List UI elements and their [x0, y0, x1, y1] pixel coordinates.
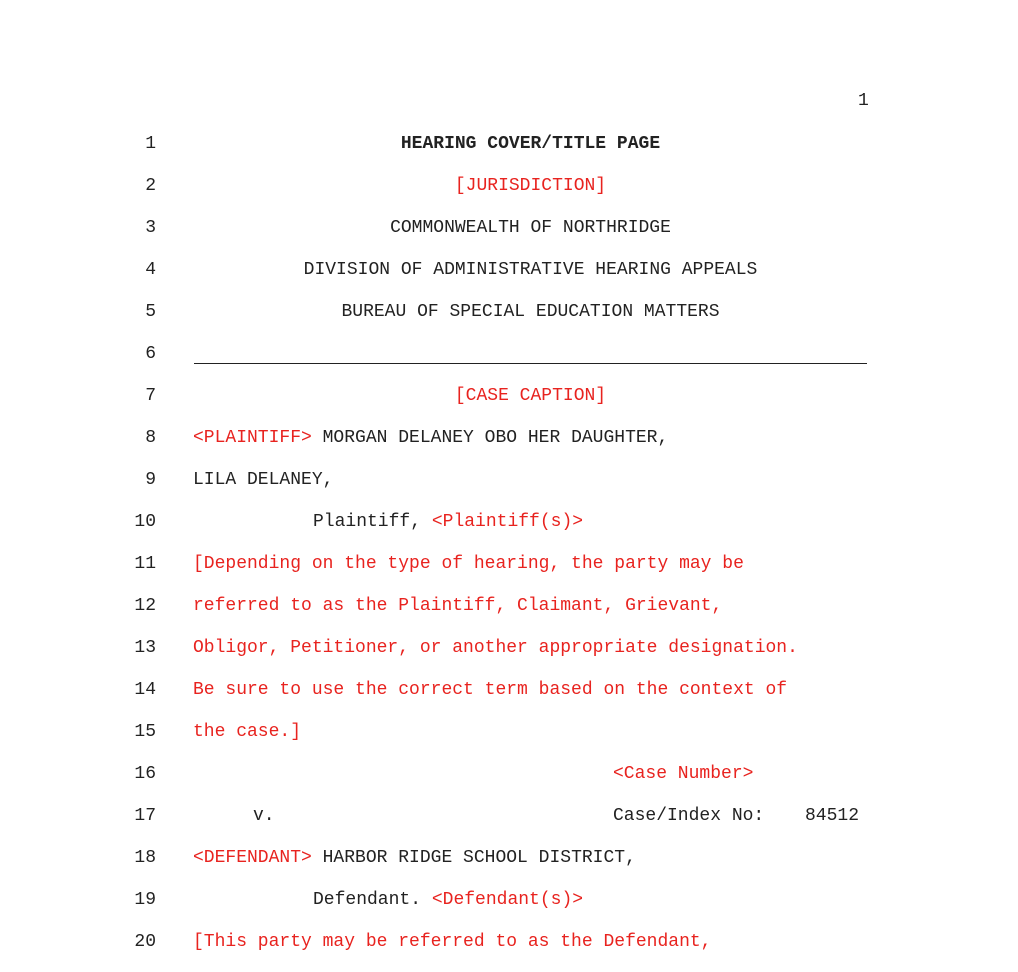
plaintiff-line — [193, 426, 868, 450]
line-number: 11 — [134, 554, 156, 574]
defendant-label-line — [313, 888, 583, 912]
case-caption-placeholder: [CASE CAPTION] — [454, 386, 607, 406]
case-index-label: Case/Index No: — [613, 806, 765, 826]
defendant-line — [193, 846, 868, 870]
plaintiff-tag: <PLAINTIFF> — [193, 428, 312, 448]
plaintiff-name: MORGAN DELANEY OBO HER DAUGHTER, — [311, 428, 669, 448]
line-number: 16 — [134, 764, 156, 784]
plaintiff-label: Plaintiff, — [313, 512, 422, 532]
document-title: HEARING COVER/TITLE PAGE — [400, 134, 661, 154]
line-number: 18 — [134, 848, 156, 868]
line-number: 14 — [134, 680, 156, 700]
versus-label: v. — [253, 806, 275, 826]
plaintiff-name-continued: LILA DELANEY, — [193, 470, 334, 490]
case-number-tag: <Case Number> — [613, 764, 754, 784]
case-index-value: 84512 — [805, 806, 860, 826]
defendant-tag: <DEFENDANT> — [193, 848, 312, 868]
plaintiff-label-line — [313, 510, 583, 534]
line-number: 20 — [134, 932, 156, 952]
line-number: 15 — [134, 722, 156, 742]
defendant-role-tag: <Defendant(s)> — [431, 890, 584, 910]
line-number: 6 — [145, 344, 156, 364]
horizontal-rule — [194, 363, 867, 364]
plaintiff-role-tag: <Plaintiff(s)> — [431, 512, 584, 532]
line-number: 10 — [134, 512, 156, 532]
defendant-label: Defendant. — [313, 890, 422, 910]
jurisdiction-placeholder: [JURISDICTION] — [454, 176, 607, 196]
line-number: 12 — [134, 596, 156, 616]
plaintiff-note-line: referred to as the Plaintiff, Claimant, Grievant, — [193, 596, 723, 616]
line-number: 9 — [145, 470, 156, 490]
commonwealth-line: COMMONWEALTH OF NORTHRIDGE — [390, 218, 671, 238]
line-number: 2 — [145, 176, 156, 196]
line-number: 17 — [134, 806, 156, 826]
page-number: 1 — [858, 91, 869, 111]
defendant-note-line: [This party may be referred to as the Defendant, — [193, 932, 712, 952]
plaintiff-note-line: Be sure to use the correct term based on the context of — [193, 680, 788, 700]
line-number: 8 — [145, 428, 156, 448]
line-number: 5 — [145, 302, 156, 322]
line-number: 4 — [145, 260, 156, 280]
line-number: 3 — [145, 218, 156, 238]
defendant-name: HARBOR RIDGE SCHOOL DISTRICT, — [311, 848, 636, 868]
line-number: 7 — [145, 386, 156, 406]
plaintiff-note-line: the case.] — [193, 722, 302, 742]
plaintiff-note-line: Obligor, Petitioner, or another appropriate designation. — [193, 638, 798, 658]
bureau-line: BUREAU OF SPECIAL EDUCATION MATTERS — [341, 302, 720, 322]
plaintiff-note-line: [Depending on the type of hearing, the party may be — [193, 554, 744, 574]
line-number: 13 — [134, 638, 156, 658]
line-number: 1 — [145, 134, 156, 154]
division-line: DIVISION OF ADMINISTRATIVE HEARING APPEALS — [303, 260, 758, 280]
line-number: 19 — [134, 890, 156, 910]
